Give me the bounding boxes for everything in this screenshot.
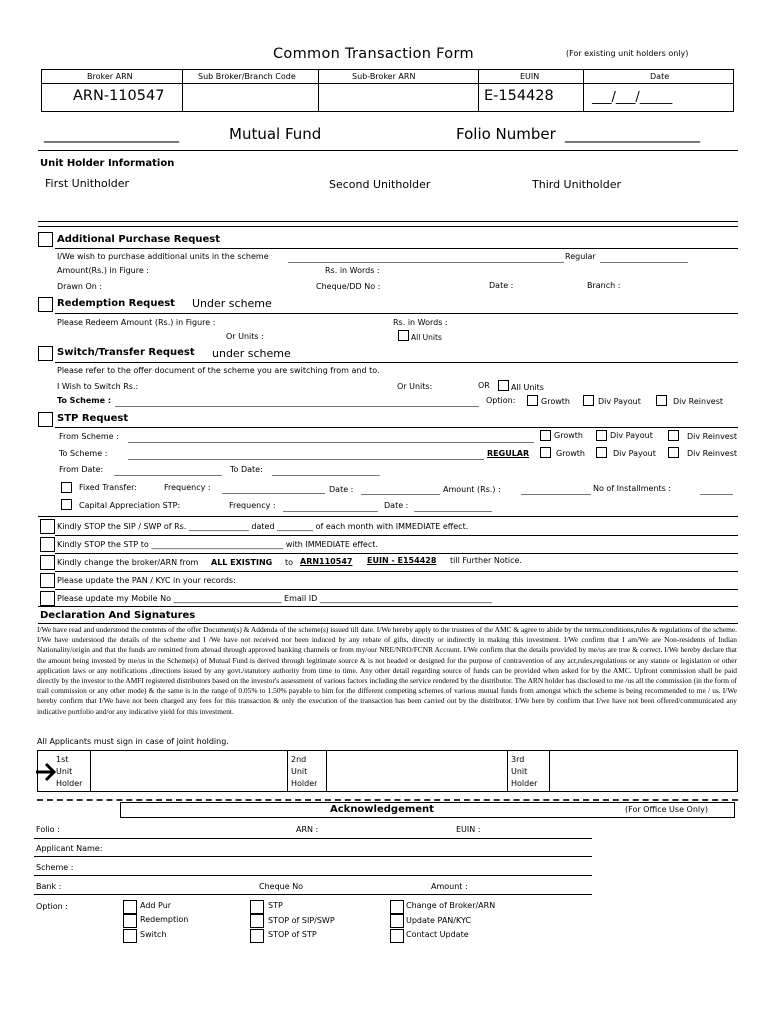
fund-name-field[interactable]: __________________ (44, 125, 179, 143)
ack-update-pan-checkbox[interactable] (390, 914, 404, 928)
stp-from-div-payout-checkbox[interactable] (596, 430, 607, 441)
stop-stp-checkbox[interactable] (40, 537, 55, 552)
stp-from-scheme-label: From Scheme : (59, 432, 119, 441)
additional-purchase-checkbox[interactable] (38, 232, 53, 247)
switch-growth-label: Growth (541, 397, 570, 406)
switch-to-scheme-label: To Scheme : (57, 396, 112, 405)
stp-from-date-label: From Date: (59, 465, 104, 474)
ack-add-pur-checkbox[interactable] (123, 900, 137, 914)
installments-label: No of Installments : (593, 484, 672, 493)
switch-heading: Switch/Transfer Request (57, 347, 195, 358)
stp-from-date-field[interactable] (114, 475, 222, 476)
ack-contact-update-label: Contact Update (406, 930, 469, 939)
capital-appreciation-label: Capital Appreciation STP: (79, 501, 181, 510)
ack-amount-label: Amount : (431, 882, 468, 891)
purchase-scheme-field[interactable] (288, 262, 564, 263)
ack-stop-sip-label: STOP of SIP/SWP (268, 916, 335, 925)
unit-holder-heading: Unit Holder Information (40, 158, 175, 169)
office-use-label: (For Office Use Only) (625, 805, 708, 814)
stp-to-date-field[interactable] (272, 475, 380, 476)
cut-line (37, 799, 738, 801)
switch-option-label: Option: (486, 396, 516, 405)
update-pan-text: Please update the PAN / KYC in your records: (57, 576, 236, 585)
sig-3rd-label: 3rd (511, 755, 525, 764)
stp-to-growth-checkbox[interactable] (540, 447, 551, 458)
stop-stp-text: Kindly STOP the STP to _________________________________ with IMMEDIATE effect. (57, 540, 378, 549)
stp-from-growth-checkbox[interactable] (540, 430, 551, 441)
date-field[interactable]: ___/___/_____ (592, 90, 673, 105)
ack-scheme-label: Scheme : (36, 863, 74, 872)
stp-to-div-payout-label: Div Payout (613, 449, 656, 458)
rs-words-label: Rs. in Words : (325, 266, 380, 275)
col-date: Date (650, 72, 670, 81)
switch-div-reinvest-label: Div Reinvest (673, 397, 724, 406)
all-existing-label: ALL EXISTING (211, 558, 273, 567)
capital-frequency-field[interactable] (283, 511, 378, 512)
euin-value[interactable]: E-154428 (484, 88, 554, 104)
broker-arn-value[interactable]: ARN-110547 (73, 88, 165, 104)
folio-number-label: Folio Number (456, 125, 556, 143)
capital-frequency-label: Frequency : (229, 501, 276, 510)
switch-all-units-checkbox[interactable] (498, 380, 509, 391)
amount-figure-label: Amount(Rs.) in Figure : (57, 266, 149, 275)
stp-from-scheme-field[interactable] (128, 442, 534, 443)
regular-label: Regular (565, 252, 596, 261)
col-broker-arn: Broker ARN (87, 72, 133, 81)
switch-or-label: OR (478, 381, 490, 390)
switch-to-scheme-field[interactable] (115, 406, 479, 407)
fixed-transfer-label: Fixed Transfer: (79, 483, 137, 492)
redeem-all-units-label: All Units (411, 333, 442, 342)
switch-checkbox[interactable] (38, 346, 53, 361)
ack-stp-label: STP (268, 901, 283, 910)
switch-div-payout-label: Div Payout (598, 397, 641, 406)
cheque-dd-label: Cheque/DD No : (316, 282, 381, 291)
stp-to-scheme-label: To Scheme : (59, 449, 108, 458)
switch-rs-label: I Wish to Switch Rs.: (57, 382, 139, 391)
fixed-date-label: Date : (329, 485, 354, 494)
ack-heading: Acknowledgement (330, 804, 434, 815)
ack-cheque-label: Cheque No (259, 882, 304, 891)
purchase-date-label: Date : (489, 281, 514, 290)
redemption-checkbox[interactable] (38, 297, 53, 312)
sig-1st-holder: Holder (56, 779, 83, 788)
stp-to-growth-label: Growth (556, 449, 585, 458)
switch-refer-text: Please refer to the offer document of the scheme you are switching from and to. (57, 366, 380, 375)
stp-to-div-reinvest-label: Div Reinvest (687, 449, 738, 458)
ack-arn-label: ARN : (296, 825, 319, 834)
additional-purchase-heading: Additional Purchase Request (57, 234, 221, 245)
stp-to-div-payout-checkbox[interactable] (596, 447, 607, 458)
ack-redemption-checkbox[interactable] (123, 914, 137, 928)
redeem-amount-label: Please Redeem Amount (Rs.) in Figure : (57, 318, 216, 327)
sig-1st-label: 1st (56, 755, 69, 764)
change-broker-text: Kindly change the broker/ARN from (57, 558, 199, 567)
switch-all-units-label: All Units (511, 383, 544, 392)
ack-euin-label: EUIN : (456, 825, 481, 834)
ack-stop-stp-checkbox[interactable] (250, 929, 264, 943)
first-unitholder-label: First Unitholder (45, 177, 130, 190)
capital-date-field[interactable] (414, 511, 492, 512)
change-broker-euin: EUIN - E154428 (367, 556, 437, 565)
stp-from-div-payout-label: Div Payout (610, 431, 653, 440)
update-pan-checkbox[interactable] (40, 573, 55, 588)
declaration-text: I/We have read and understood the contents of the offer Document(s) & Addenda of the scheme(s) issued till date. I/We hereby apply to the trustees of the AMC & agree to abide by the terms,conditions,rules & regulations of the scheme. I/We have understood the details of the scheme and I /We have not received nor been induced by any rebate of gifts, directly or indirectly in making this investment. I/We confirm that I am/We are Non-residents of Indian Nationality/origin and that the funds are remitted from abroad through approved banking channels or from my/our NRE/NRO/FCNR Account. I/We confirm that the details provided by me/us are true & correct. I/We hereby declare that the amount being invested by me/us in the Scheme(s) of Mutual Fund is derived through legitimate source & is not headed or designed for the purpose of contravention of any act,rules,regulations or any statute or legislation or other application laws or any notifications ,directions issued by any govt./statutory authority from time to time. Any other detail regarding source of funds can be provided when asked for by the AMC. Upfront commission shall be paid directly by the investor to the AMFI registered distributors based on the investor's assessment of various factors including the service rendered by the distributor. The ARN holder has disclosed to me /us all the commission (in the form of trail commission or any other mode) & the same is in the range of 0.05% to 1.50% payable to him for the different competing schemes of various mutual funds from amongst which the scheme is being recommended to me / us. I/We hereby confirm that I/We have not been charged any fees for this transaction & only the execution of the transaction has been carried out by the distributor. I/We here by confirm that I/we have not been offered/communicated any indicative portfolio and/or any indicative yield for this investment. (37, 625, 737, 716)
sig-2nd-unit: Unit (291, 767, 308, 776)
ack-switch-checkbox[interactable] (123, 929, 137, 943)
form-note: (For existing unit holders only) (566, 49, 689, 58)
regular-field[interactable] (600, 262, 688, 263)
folio-number-field[interactable]: __________________ (565, 125, 700, 143)
stp-to-date-label: To Date: (230, 465, 263, 474)
ack-change-broker-checkbox[interactable] (390, 900, 404, 914)
second-unitholder-label: Second Unitholder (329, 178, 431, 191)
change-broker-till: till Further Notice. (450, 556, 522, 565)
ack-stop-stp-label: STOP of STP (268, 930, 317, 939)
declaration-heading: Declaration And Signatures (40, 610, 196, 621)
fixed-frequency-field[interactable] (222, 493, 325, 494)
update-mobile-text: Please update my Mobile No ___________________________ Email ID ___________________________________________ (57, 594, 492, 603)
stp-from-div-reinvest-checkbox[interactable] (668, 430, 679, 441)
update-mobile-checkbox[interactable] (40, 591, 55, 606)
third-unitholder-label: Third Unitholder (532, 178, 621, 191)
sig-3rd-holder: Holder (511, 779, 538, 788)
sig-2nd-label: 2nd (291, 755, 307, 764)
fixed-frequency-label: Frequency : (164, 483, 211, 492)
change-broker-arn: ARN110547 (300, 557, 353, 566)
col-euin: EUIN (520, 72, 540, 81)
sig-2nd-holder: Holder (291, 779, 318, 788)
redemption-under-scheme: Under scheme (192, 297, 272, 310)
ack-option-label: Option : (36, 902, 68, 911)
capital-date-label: Date : (384, 501, 409, 510)
stp-from-growth-label: Growth (554, 431, 583, 440)
fixed-transfer-checkbox[interactable] (61, 482, 72, 493)
ack-add-pur-label: Add Pur (140, 901, 172, 910)
redemption-heading: Redemption Request (57, 298, 175, 309)
purchase-scheme-label: I/We wish to purchase additional units in the scheme (57, 252, 269, 261)
switch-div-payout-checkbox[interactable] (583, 395, 594, 406)
change-broker-to: to (285, 558, 294, 567)
drawn-on-label: Drawn On : (57, 282, 103, 291)
ack-redemption-label: Redemption (140, 915, 189, 924)
ack-folio-label: Folio : (36, 825, 60, 834)
ack-stp-checkbox[interactable] (250, 900, 264, 914)
col-sub-broker-arn: Sub-Broker ARN (352, 72, 416, 81)
branch-label: Branch : (587, 281, 621, 290)
redeem-all-units-checkbox[interactable] (398, 330, 409, 341)
ack-change-broker-label: Change of Broker/ARN (406, 901, 496, 910)
switch-under-scheme: under scheme (212, 347, 291, 360)
ack-switch-label: Switch (140, 930, 167, 939)
form-title: Common Transaction Form (273, 46, 474, 62)
switch-div-reinvest-checkbox[interactable] (656, 395, 667, 406)
ack-contact-update-checkbox[interactable] (390, 929, 404, 943)
joint-holding-note: All Applicants must sign in case of joint holding. (37, 737, 229, 746)
stp-regular-label: REGULAR (487, 449, 530, 458)
redeem-words-label: Rs. in Words : (393, 318, 448, 327)
fixed-date-field[interactable] (361, 494, 440, 495)
fixed-amount-label: Amount (Rs.) : (443, 485, 501, 494)
installments-field[interactable] (700, 494, 733, 495)
ack-update-pan-label: Update PAN/KYC (406, 916, 471, 925)
switch-growth-checkbox[interactable] (527, 395, 538, 406)
signature-box[interactable] (37, 750, 738, 792)
stp-heading: STP Request (57, 413, 129, 424)
stp-from-div-reinvest-label: Div Reinvest (687, 432, 738, 441)
stop-sip-checkbox[interactable] (40, 519, 55, 534)
change-broker-checkbox[interactable] (40, 555, 55, 570)
fixed-amount-field[interactable] (521, 494, 591, 495)
ack-stop-sip-checkbox[interactable] (250, 914, 264, 928)
stp-to-div-reinvest-checkbox[interactable] (668, 447, 679, 458)
ack-bank-label: Bank : (36, 882, 62, 891)
capital-appreciation-checkbox[interactable] (61, 499, 72, 510)
sig-3rd-unit: Unit (511, 767, 528, 776)
ack-applicant-label: Applicant Name: (36, 844, 103, 853)
redeem-units-label: Or Units : (226, 332, 264, 341)
mutual-fund-label: Mutual Fund (229, 125, 322, 143)
col-sub-broker-code: Sub Broker/Branch Code (198, 72, 296, 81)
arrow-icon (34, 761, 58, 783)
stp-checkbox[interactable] (38, 412, 53, 427)
stop-sip-text: Kindly STOP the SIP / SWP of Rs. _______________ dated _________ of each month with IMMEDIATE effect. (57, 522, 469, 531)
sig-1st-unit: Unit (56, 767, 73, 776)
stp-to-scheme-field[interactable] (128, 459, 484, 460)
switch-units-label: Or Units: (397, 382, 433, 391)
